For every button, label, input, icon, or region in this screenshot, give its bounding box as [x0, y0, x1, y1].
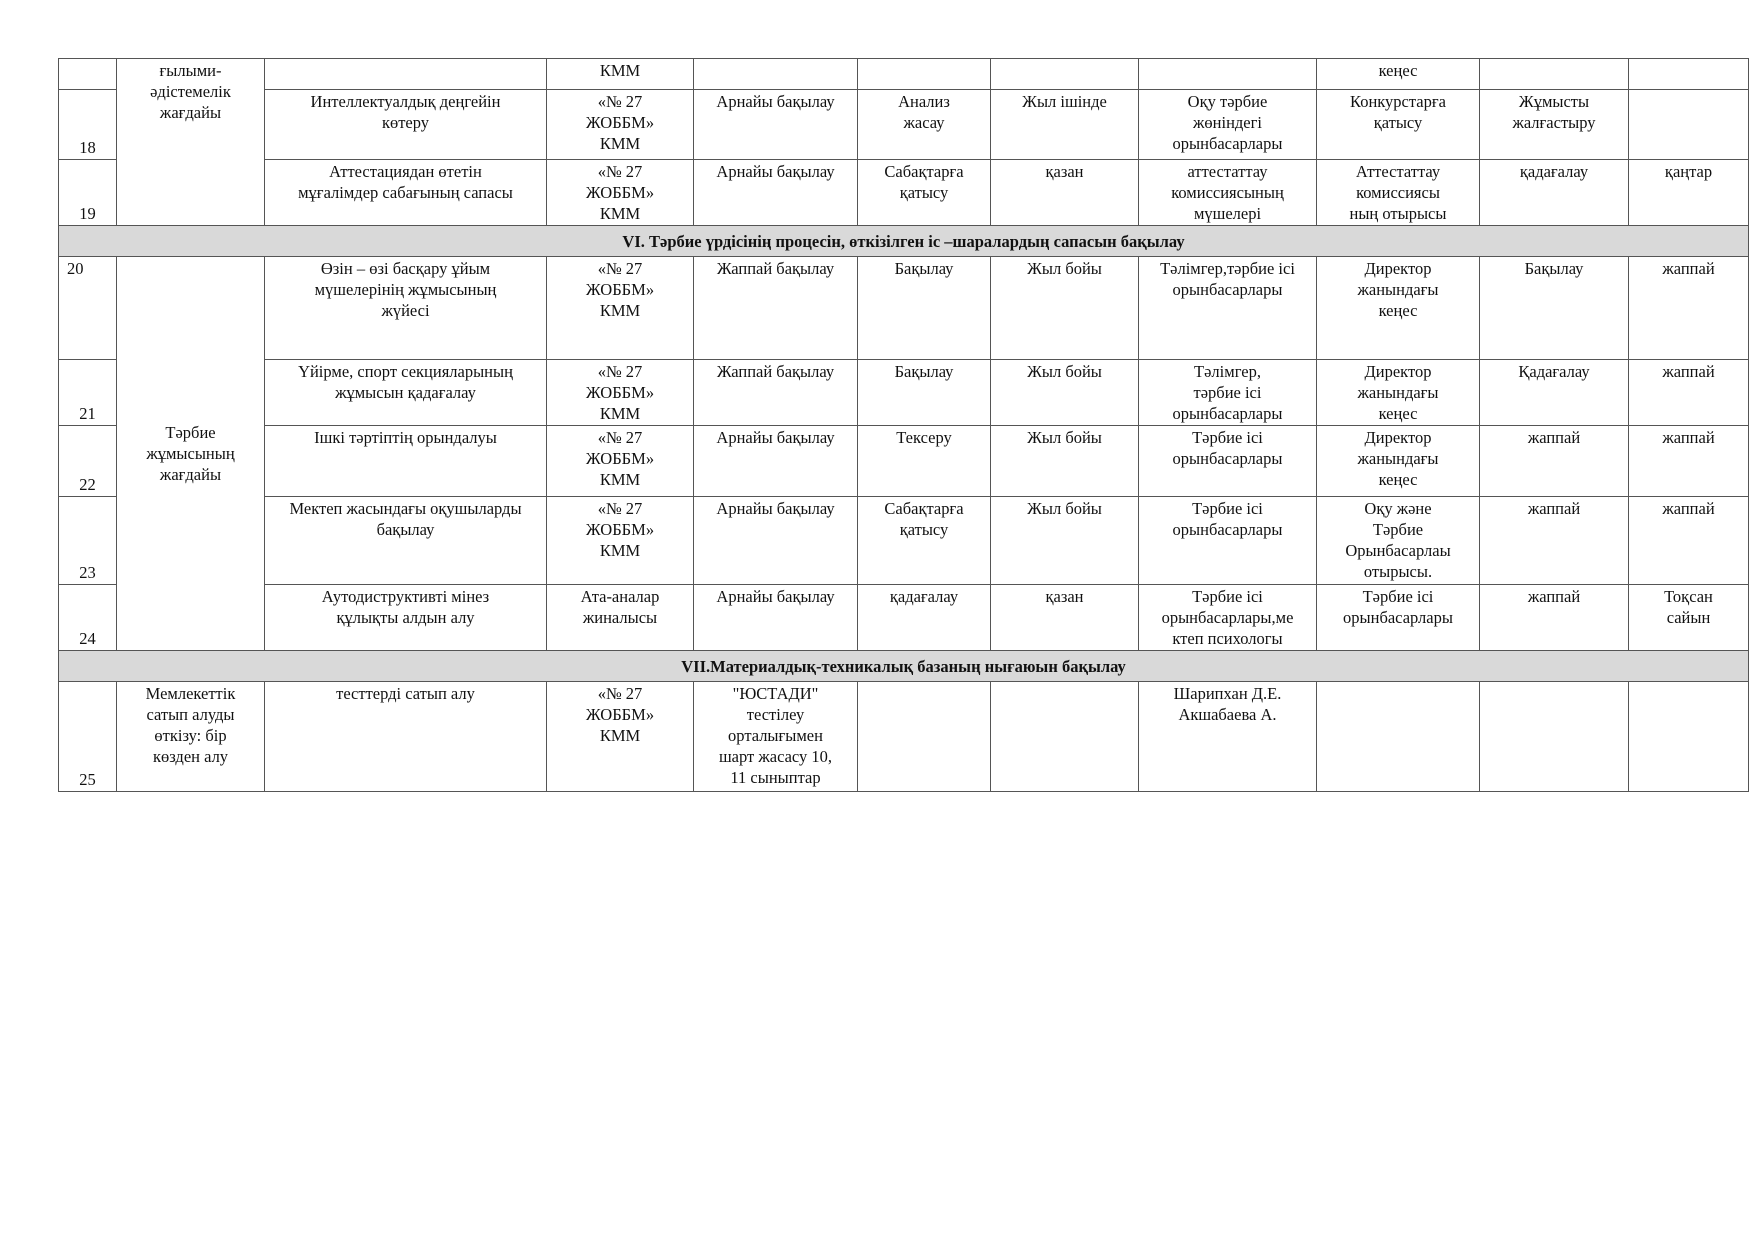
cell-text-line: өткізу: бір — [154, 726, 227, 745]
extra-cell: қаңтар — [1629, 160, 1749, 226]
extra-cell — [1629, 90, 1749, 160]
cell-text-line: Өзін – өзі басқару ұйым — [320, 259, 491, 278]
cell-text-line: жаппай — [1527, 499, 1581, 518]
extra-cell: жаппай — [1629, 497, 1749, 585]
school-cell — [547, 160, 694, 226]
school-cell — [547, 682, 694, 792]
control-type-cell: Арнайы бақылау — [694, 426, 858, 497]
school-cell — [547, 90, 694, 160]
extra-cell: жаппай — [1629, 426, 1749, 497]
section-header-row — [59, 651, 1749, 682]
category-cell — [117, 257, 265, 651]
topic-cell — [265, 360, 547, 426]
cell-text-line: ЖОББМ» — [585, 520, 655, 539]
cell-text-line: Орынбасарлаы — [1345, 541, 1451, 560]
control-type-cell — [694, 682, 858, 792]
school-cell — [547, 257, 694, 360]
result-cell — [1317, 257, 1480, 360]
decision-cell — [1480, 257, 1629, 360]
decision-cell — [1480, 59, 1629, 90]
cell-text-line: «№ 27 — [597, 92, 643, 111]
cell-text-line: қадағалау — [889, 587, 959, 606]
cell-text-line: КММ — [599, 541, 641, 560]
method-cell — [858, 426, 991, 497]
cell-text-line: қатысу — [1373, 113, 1423, 132]
cell-text-line: жанындағы — [1357, 383, 1439, 402]
time-cell: қазан — [991, 160, 1139, 226]
method-cell — [858, 257, 991, 360]
cell-text-line: кеңес — [1378, 61, 1418, 80]
result-cell — [1317, 585, 1480, 651]
table-row — [59, 585, 1749, 651]
cell-text-line: Аутодиструктивті мінез — [321, 587, 490, 606]
topic-cell — [265, 426, 547, 497]
decision-cell — [1480, 426, 1629, 497]
cell-text-line: Директор — [1364, 362, 1432, 381]
cell-text-line: Сабақтарға — [884, 162, 964, 181]
responsible-cell — [1139, 90, 1317, 160]
row-number-cell: 21 — [59, 360, 117, 426]
cell-text-line: "ЮСТАДИ" — [732, 684, 819, 703]
table-row — [59, 160, 1749, 226]
cell-text-line: орынбасарлары — [1172, 280, 1283, 299]
cell-text-line: «№ 27 — [597, 362, 643, 381]
cell-text-line: жиналысы — [582, 608, 658, 627]
cell-text-line: Ата-аналар — [580, 587, 660, 606]
responsible-cell — [1139, 257, 1317, 360]
cell-text-line: көзден алу — [152, 747, 229, 766]
cell-text-line: Анализ — [898, 92, 950, 111]
cell-text-line: кеңес — [1378, 470, 1418, 489]
responsible-cell — [1139, 585, 1317, 651]
result-cell — [1317, 360, 1480, 426]
cell-text-line: Мектеп жасындағы оқушыларды — [289, 499, 522, 518]
table-row — [59, 426, 1749, 497]
row-number-cell: 24 — [59, 585, 117, 651]
control-type-cell: Жаппай бақылау — [694, 360, 858, 426]
school-cell — [547, 585, 694, 651]
cell-text-line: КММ — [599, 726, 641, 745]
control-type-cell: Арнайы бақылау — [694, 160, 858, 226]
responsible-cell — [1139, 160, 1317, 226]
cell-text-line: КММ — [599, 301, 641, 320]
topic-cell — [265, 497, 547, 585]
decision-cell — [1480, 90, 1629, 160]
result-cell — [1317, 90, 1480, 160]
document-page — [58, 58, 1748, 792]
row-number-cell: 19 — [59, 160, 117, 226]
cell-text-line: әдістемелік — [150, 82, 231, 101]
cell-text-line: «№ 27 — [597, 428, 643, 447]
time-cell: Жыл бойы — [991, 497, 1139, 585]
time-cell — [991, 59, 1139, 90]
table-row — [59, 59, 1749, 90]
cell-text-line: орынбасарлары,ме — [1161, 608, 1294, 627]
cell-text-line: «№ 27 — [597, 499, 643, 518]
cell-text-line: Үйірме, спорт секцияларының — [298, 362, 513, 381]
table-row — [59, 360, 1749, 426]
cell-text-line: ЖОББМ» — [585, 280, 655, 299]
cell-text-line: Тәрбие ісі — [1192, 587, 1263, 606]
time-cell: Жыл ішінде — [991, 90, 1139, 160]
result-cell — [1317, 160, 1480, 226]
control-type-cell: Арнайы бақылау — [694, 497, 858, 585]
row-number-cell: 23 — [59, 497, 117, 585]
cell-text-line: КММ — [599, 134, 641, 153]
control-type-cell — [694, 59, 858, 90]
cell-text-line: сатып алуды — [146, 705, 235, 724]
cell-text-line: Акшабаева А. — [1178, 705, 1277, 724]
row-number-cell: 18 — [59, 90, 117, 160]
cell-text-line: Тексеру — [896, 428, 952, 447]
topic-cell — [265, 585, 547, 651]
cell-text-line: 11 сыныптар — [730, 768, 821, 787]
cell-text-line: КММ — [599, 404, 641, 423]
cell-text-line: жөніндегі — [1193, 113, 1262, 132]
cell-text-line: Тәрбие ісі — [1192, 499, 1263, 518]
cell-text-line: Бақылау — [1524, 259, 1584, 278]
section-header-row — [59, 226, 1749, 257]
cell-text-line: КММ — [599, 204, 641, 223]
cell-text-line: Аттестаттау — [1355, 162, 1441, 181]
cell-text-line: Интеллектуалдық деңгейін — [310, 92, 501, 111]
row-number-cell: 25 — [59, 682, 117, 792]
cell-text-line: Жұмысты — [1518, 92, 1590, 111]
extra-cell: жаппай — [1629, 257, 1749, 360]
cell-text-line: КММ — [599, 470, 641, 489]
cell-text-line: ғылыми- — [159, 61, 222, 80]
cell-text-line: орынбасарлары — [1172, 134, 1283, 153]
cell-text-line: «№ 27 — [597, 162, 643, 181]
method-cell — [858, 90, 991, 160]
cell-text-line: ктеп психологы — [1172, 629, 1283, 648]
result-cell — [1317, 497, 1480, 585]
topic-cell — [265, 682, 547, 792]
time-cell — [991, 682, 1139, 792]
cell-text-line: Конкурстарға — [1350, 92, 1446, 111]
extra-cell: жаппай — [1629, 360, 1749, 426]
cell-text-line: КММ — [599, 61, 641, 80]
cell-text-line: жанындағы — [1357, 449, 1439, 468]
cell-text-line: құлықты алдын алу — [336, 608, 475, 627]
cell-text-line: жасау — [903, 113, 945, 132]
control-type-cell: Арнайы бақылау — [694, 90, 858, 160]
school-cell — [547, 497, 694, 585]
cell-text-line: шарт жасасу 10, — [718, 747, 833, 766]
cell-text-line: бақылау — [376, 520, 435, 539]
cell-text-line: мүшелерінің жұмысының — [314, 280, 497, 299]
method-cell — [858, 585, 991, 651]
responsible-cell — [1139, 426, 1317, 497]
cell-text-line: ЖОББМ» — [585, 705, 655, 724]
cell-text-line: жүйесі — [381, 301, 430, 320]
cell-text-line: Тәрбие — [1372, 520, 1424, 539]
cell-text-line: жаппай — [1527, 428, 1581, 447]
method-cell — [858, 682, 991, 792]
topic-cell — [265, 257, 547, 360]
cell-text-line: Тәлімгер,тәрбие ісі — [1160, 259, 1295, 278]
cell-text-line: Тоқсан — [1664, 587, 1713, 606]
responsible-cell — [1139, 682, 1317, 792]
extra-cell — [1629, 585, 1749, 651]
cell-text-line: жалғастыру — [1512, 113, 1596, 132]
cell-text-line: Тәрбие ісі — [1362, 587, 1434, 606]
cell-text-line: тесттерді сатып алу — [336, 684, 475, 703]
cell-text-line: ЖОББМ» — [585, 449, 655, 468]
cell-text-line: «№ 27 — [597, 684, 643, 703]
method-cell — [858, 497, 991, 585]
category-cell — [117, 682, 265, 792]
cell-text-line: Қадағалау — [1518, 362, 1590, 381]
cell-text-line: ЖОББМ» — [585, 383, 655, 402]
cell-text-line: орынбасарлары — [1172, 449, 1283, 468]
cell-text-line: Аттестациядан өтетін — [329, 162, 482, 181]
cell-text-line: көтеру — [381, 113, 430, 132]
school-cell — [547, 360, 694, 426]
time-cell: Жыл бойы — [991, 360, 1139, 426]
cell-text-line: комиссиясының — [1171, 183, 1284, 202]
cell-text-line: орынбасарлары — [1172, 520, 1283, 539]
cell-text-line: Сабақтарға — [884, 499, 964, 518]
topic-cell — [265, 160, 547, 226]
cell-text-line: тестілеу — [746, 705, 805, 724]
cell-text-line: қатысу — [899, 520, 949, 539]
cell-text-line: Директор — [1364, 259, 1432, 278]
school-cell — [547, 426, 694, 497]
cell-text-line: Тәрбие ісі — [1192, 428, 1263, 447]
cell-text-line: Тәрбие — [165, 423, 216, 442]
cell-text-line: аттестаттау — [1187, 162, 1268, 181]
decision-cell — [1480, 360, 1629, 426]
cell-text-line: жағдайы — [159, 465, 222, 484]
cell-text-line: Бақылау — [894, 259, 954, 278]
cell-text-line: комиссиясы — [1356, 183, 1440, 202]
cell-text-line: Оқу және — [1364, 499, 1432, 518]
cell-text-line: орталығымен — [728, 726, 823, 745]
time-cell: Жыл бойы — [991, 426, 1139, 497]
cell-text-line: жұмысын қадағалау — [335, 383, 476, 402]
table-row — [59, 682, 1749, 792]
control-type-cell: Арнайы бақылау — [694, 585, 858, 651]
cell-text-line: ның отырысы — [1349, 204, 1447, 223]
control-type-cell: Жаппай бақылау — [694, 257, 858, 360]
cell-text-line: Мемлекеттік — [145, 684, 236, 703]
topic-cell — [265, 59, 547, 90]
result-cell — [1317, 426, 1480, 497]
category-cell — [117, 59, 265, 226]
section-title-vi: VI. Тәрбие үрдісінің процесін, өткізілген іс –шаралардың сапасын бақылау — [59, 226, 1749, 257]
row-number-cell: 22 — [59, 426, 117, 497]
cell-text-line: Шарипхан Д.Е. — [1173, 684, 1282, 703]
result-cell — [1317, 682, 1480, 792]
method-cell — [858, 59, 991, 90]
responsible-cell — [1139, 59, 1317, 90]
cell-text-line: жағдайы — [159, 103, 222, 122]
decision-cell — [1480, 497, 1629, 585]
cell-text-line: жанындағы — [1357, 280, 1439, 299]
decision-cell — [1480, 585, 1629, 651]
method-cell — [858, 160, 991, 226]
control-plan-table — [58, 58, 1749, 792]
cell-text-line: ЖОББМ» — [585, 113, 655, 132]
cell-text-line: ЖОББМ» — [585, 183, 655, 202]
section-title-vii: VII.Материалдық-техникалық базаның нығаюын бақылау — [59, 651, 1749, 682]
time-cell: қазан — [991, 585, 1139, 651]
cell-text-line: орынбасарлары — [1343, 608, 1453, 627]
extra-cell — [1629, 59, 1749, 90]
cell-text-line: Оқу тәрбие — [1187, 92, 1268, 111]
cell-text-line: Ішкі тәртіптің орындалуы — [314, 428, 497, 447]
cell-text-line: орынбасарлары — [1172, 404, 1283, 423]
cell-text-line: Тәлімгер, — [1194, 362, 1261, 381]
responsible-cell — [1139, 497, 1317, 585]
cell-text-line: кеңес — [1378, 404, 1418, 423]
responsible-cell — [1139, 360, 1317, 426]
table-row — [59, 90, 1749, 160]
decision-cell — [1480, 160, 1629, 226]
cell-text-line: Бақылау — [894, 362, 954, 381]
school-cell — [547, 59, 694, 90]
topic-cell — [265, 90, 547, 160]
result-cell — [1317, 59, 1480, 90]
cell-text-line: қатысу — [899, 183, 949, 202]
cell-text-line: «№ 27 — [597, 259, 643, 278]
method-cell — [858, 360, 991, 426]
cell-text-line: мұғалімдер сабағының сапасы — [298, 183, 513, 202]
cell-text-line: жұмысының — [146, 444, 235, 463]
row-number-cell: 20 — [59, 257, 117, 360]
cell-text-line: тәрбие ісі — [1193, 383, 1262, 402]
row-number-cell — [59, 59, 117, 90]
cell-text-line: қадағалау — [1519, 162, 1589, 181]
cell-text-line: отырысы. — [1363, 562, 1433, 581]
time-cell: Жыл бойы — [991, 257, 1139, 360]
decision-cell — [1480, 682, 1629, 792]
cell-text-line: жаппай — [1527, 587, 1581, 606]
cell-text-line: Директор — [1364, 428, 1432, 447]
cell-text-line: мүшелері — [1193, 204, 1262, 223]
table-row — [59, 257, 1749, 360]
extra-cell — [1629, 682, 1749, 792]
table-row — [59, 497, 1749, 585]
cell-text-line: сайын — [1666, 608, 1711, 627]
cell-text-line: кеңес — [1378, 301, 1418, 320]
